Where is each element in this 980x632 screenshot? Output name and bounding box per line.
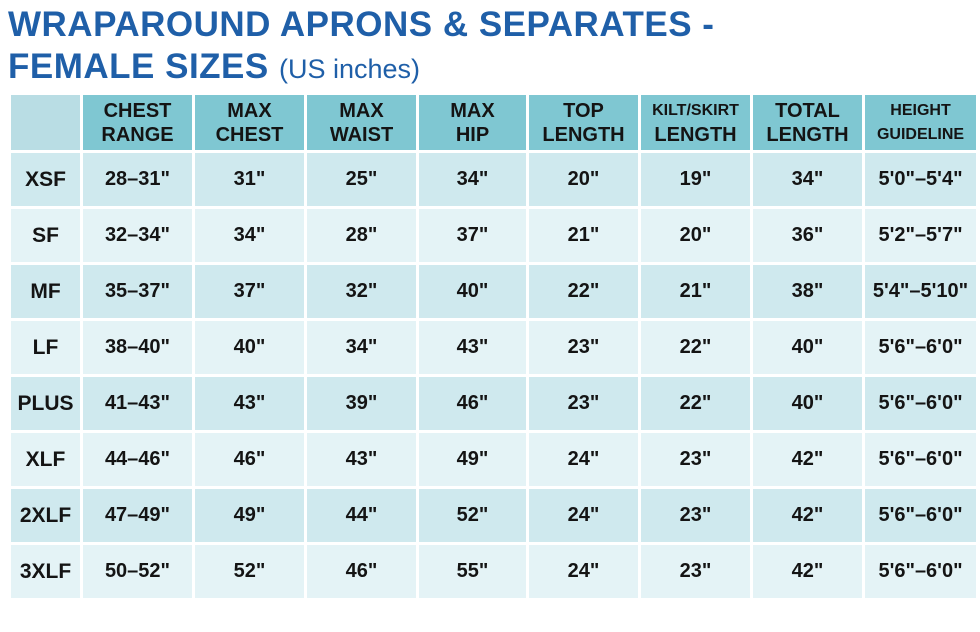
table-cell: 40" — [752, 320, 864, 376]
table-cell: 37" — [418, 208, 528, 264]
table-cell: 42" — [752, 432, 864, 488]
chart-title — [8, 4, 976, 90]
size-label: 2XLF — [10, 488, 82, 544]
table-row — [10, 376, 978, 432]
table-row — [10, 544, 978, 600]
size-label: MF — [10, 264, 82, 320]
table-row — [10, 488, 978, 544]
table-cell: 5'2"–5'7" — [864, 208, 978, 264]
table-cell: 39" — [306, 376, 418, 432]
table-cell: 5'4"–5'10" — [864, 264, 978, 320]
size-table — [8, 92, 979, 601]
column-header: MAX CHEST — [194, 94, 306, 152]
column-header: MAX HIP — [418, 94, 528, 152]
table-cell: 35–37" — [82, 264, 194, 320]
table-cell: 23" — [640, 432, 752, 488]
size-label: PLUS — [10, 376, 82, 432]
table-cell: 22" — [640, 376, 752, 432]
table-cell: 40" — [752, 376, 864, 432]
table-cell: 20" — [528, 152, 640, 208]
table-cell: 41–43" — [82, 376, 194, 432]
table-cell: 5'6"–6'0" — [864, 488, 978, 544]
table-row — [10, 152, 978, 208]
table-cell: 43" — [194, 376, 306, 432]
table-cell: 25" — [306, 152, 418, 208]
table-cell: 49" — [418, 432, 528, 488]
column-header: CHEST RANGE — [82, 94, 194, 152]
table-cell: 40" — [194, 320, 306, 376]
title-line-2-text: FEMALE SIZES — [8, 47, 269, 86]
column-header: MAX WAIST — [306, 94, 418, 152]
table-cell: 52" — [418, 488, 528, 544]
table-cell: 47–49" — [82, 488, 194, 544]
table-cell: 19" — [640, 152, 752, 208]
table-cell: 52" — [194, 544, 306, 600]
size-label: SF — [10, 208, 82, 264]
table-cell: 23" — [528, 376, 640, 432]
table-cell: 22" — [640, 320, 752, 376]
column-header: TOTAL LENGTH — [752, 94, 864, 152]
table-cell: 43" — [306, 432, 418, 488]
table-cell: 21" — [640, 264, 752, 320]
table-cell: 34" — [194, 208, 306, 264]
table-cell: 36" — [752, 208, 864, 264]
table-cell: 5'6"–6'0" — [864, 432, 978, 488]
table-cell: 46" — [418, 376, 528, 432]
header-corner — [10, 94, 82, 152]
table-cell: 50–52" — [82, 544, 194, 600]
table-cell: 20" — [640, 208, 752, 264]
table-cell: 38" — [752, 264, 864, 320]
column-header: HEIGHT GUIDELINE — [864, 94, 978, 152]
size-label: LF — [10, 320, 82, 376]
size-label: XSF — [10, 152, 82, 208]
table-row — [10, 320, 978, 376]
table-cell: 55" — [418, 544, 528, 600]
table-cell: 49" — [194, 488, 306, 544]
table-cell: 28–31" — [82, 152, 194, 208]
table-row — [10, 208, 978, 264]
table-cell: 24" — [528, 544, 640, 600]
table-cell: 24" — [528, 432, 640, 488]
table-cell: 23" — [528, 320, 640, 376]
table-row — [10, 432, 978, 488]
title-line-1: WRAPAROUND APRONS & SEPARATES - — [8, 5, 715, 44]
table-cell: 46" — [194, 432, 306, 488]
table-cell: 5'6"–6'0" — [864, 544, 978, 600]
table-cell: 32" — [306, 264, 418, 320]
table-cell: 42" — [752, 544, 864, 600]
header-row — [10, 94, 978, 152]
table-cell: 38–40" — [82, 320, 194, 376]
table-cell: 42" — [752, 488, 864, 544]
table-cell: 34" — [752, 152, 864, 208]
table-cell: 5'6"–6'0" — [864, 376, 978, 432]
table-cell: 21" — [528, 208, 640, 264]
table-cell: 32–34" — [82, 208, 194, 264]
table-cell: 24" — [528, 488, 640, 544]
table-cell: 23" — [640, 544, 752, 600]
table-row — [10, 264, 978, 320]
table-cell: 5'0"–5'4" — [864, 152, 978, 208]
table-cell: 43" — [418, 320, 528, 376]
size-label: XLF — [10, 432, 82, 488]
table-cell: 5'6"–6'0" — [864, 320, 978, 376]
table-cell: 34" — [306, 320, 418, 376]
table-cell: 40" — [418, 264, 528, 320]
title-line-2 — [8, 46, 976, 90]
table-cell: 23" — [640, 488, 752, 544]
title-unit: (US inches) — [278, 54, 421, 84]
table-cell: 44" — [306, 488, 418, 544]
table-cell: 46" — [306, 544, 418, 600]
column-header: TOP LENGTH — [528, 94, 640, 152]
size-label: 3XLF — [10, 544, 82, 600]
table-cell: 31" — [194, 152, 306, 208]
table-cell: 34" — [418, 152, 528, 208]
table-cell: 22" — [528, 264, 640, 320]
table-cell: 28" — [306, 208, 418, 264]
table-body — [10, 152, 978, 600]
table-cell: 37" — [194, 264, 306, 320]
column-header: KILT/SKIRT LENGTH — [640, 94, 752, 152]
table-cell: 44–46" — [82, 432, 194, 488]
